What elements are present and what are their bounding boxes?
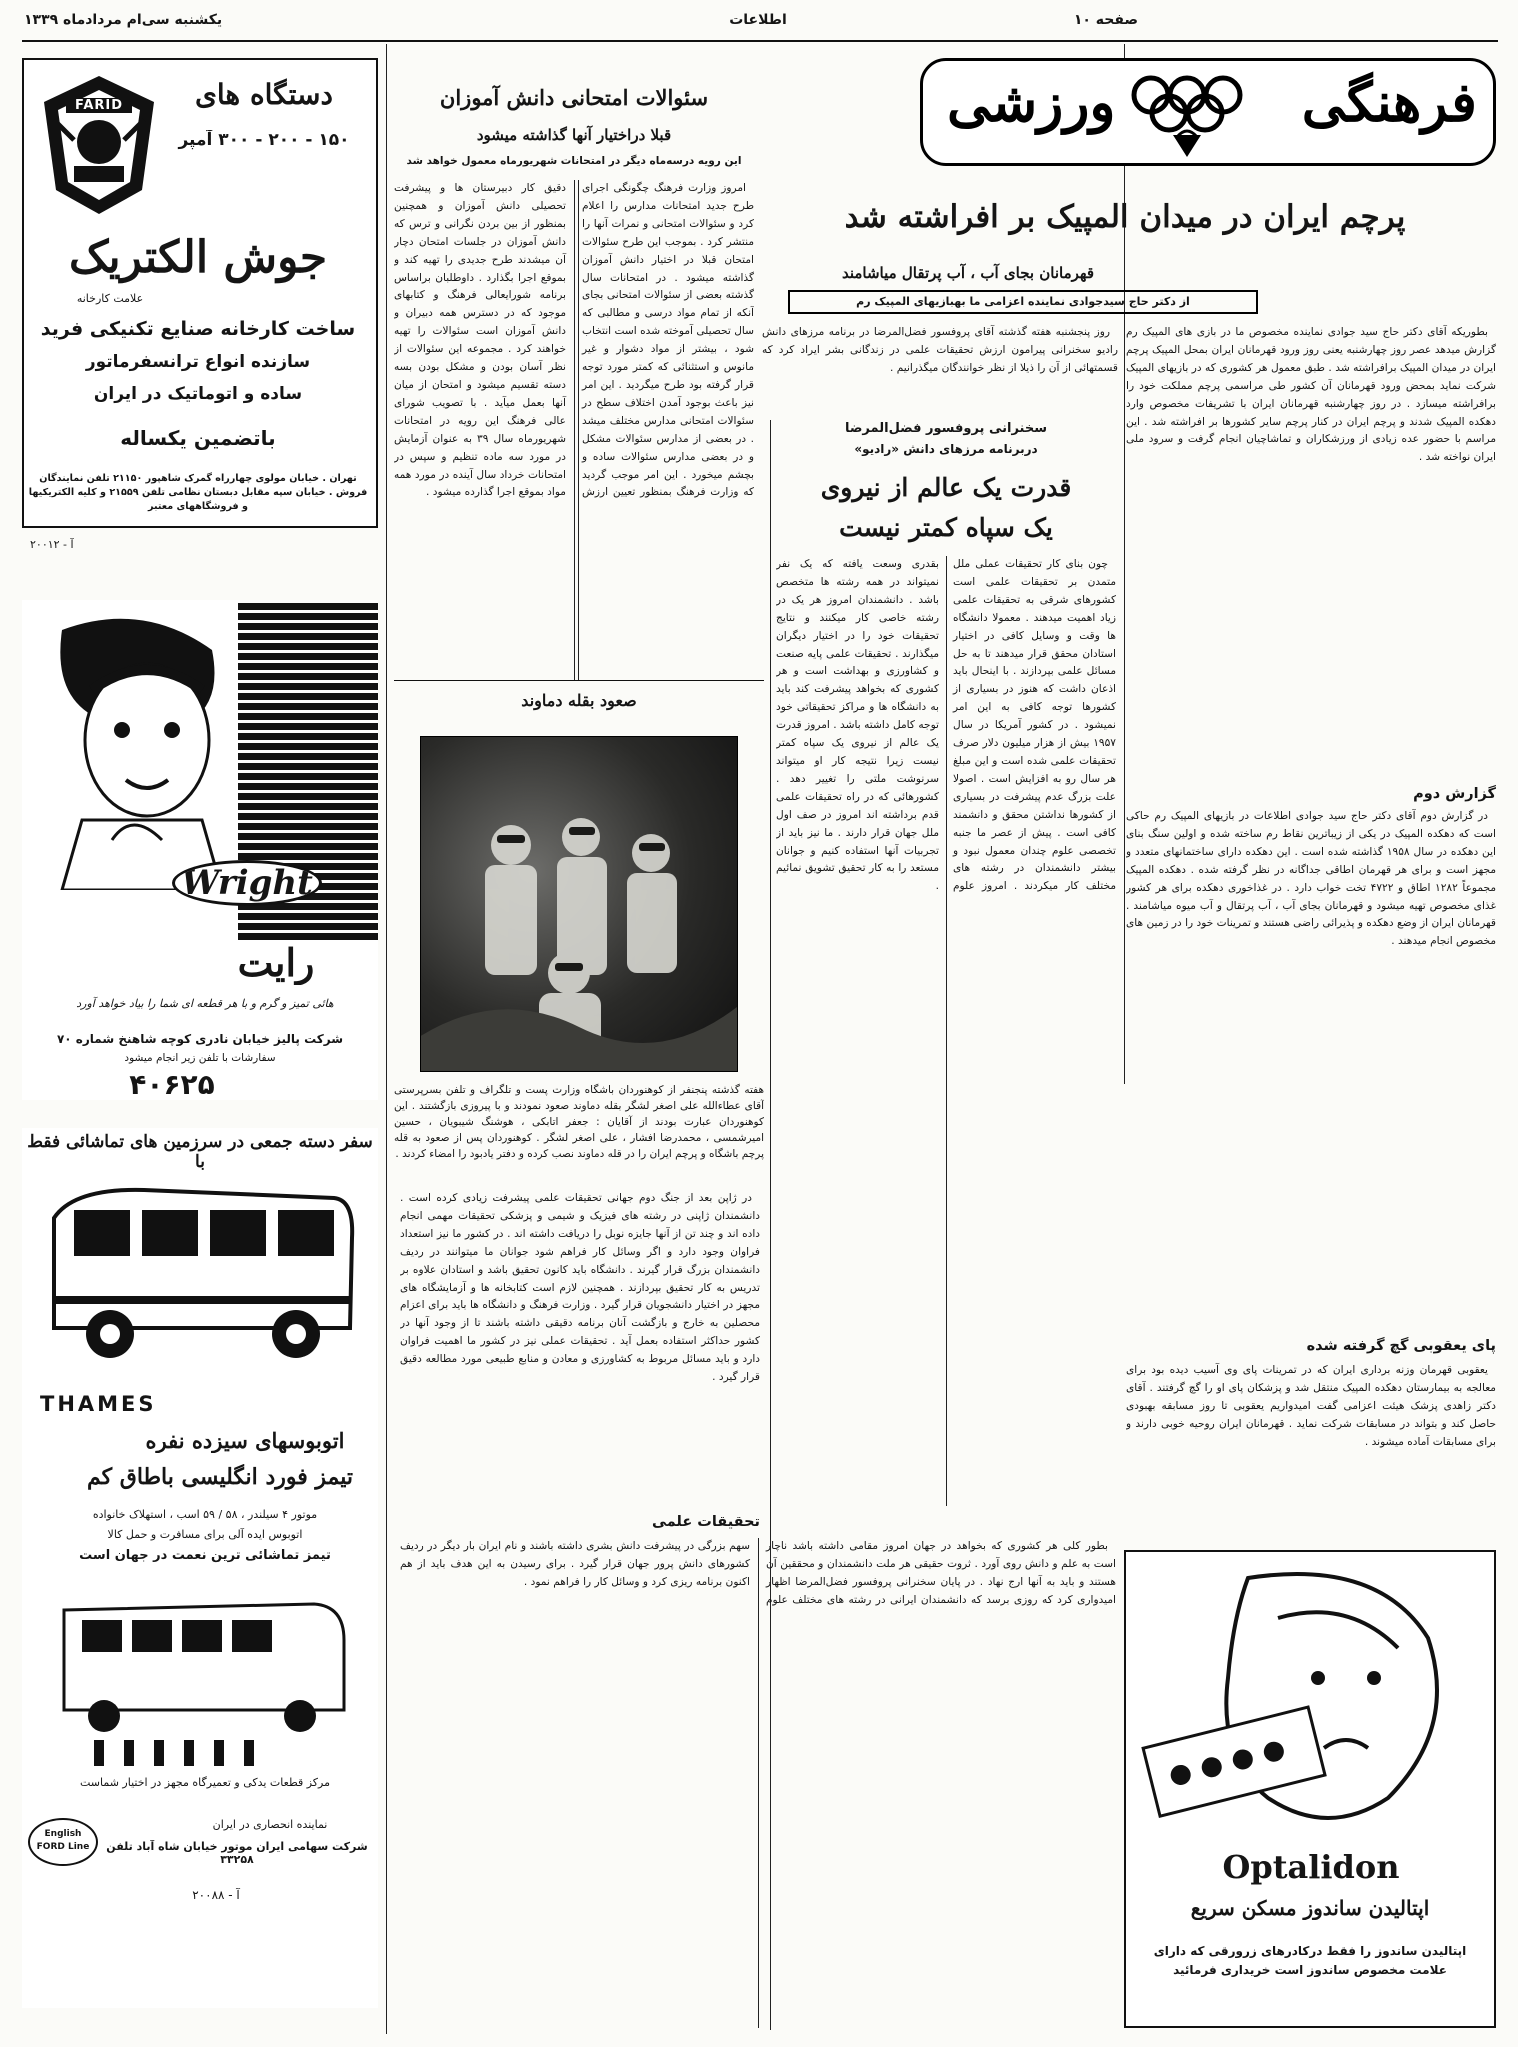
climbers-silhouette-icon — [420, 737, 737, 1072]
masthead-paper-name: اطلاعات — [729, 12, 787, 28]
masthead-rule — [22, 40, 1498, 42]
thames-brand: THAMES — [40, 1392, 157, 1416]
thames-headline: سفر دسته جمعی در سرزمین های تماشائی فقط با — [27, 1132, 373, 1172]
lecture-body — [776, 556, 1116, 1506]
farid-desc-3: ساده و اتوماتیک در ایران — [93, 384, 303, 404]
lecture-body-3-text: بطور کلی هر کشوری که بخواهد در جهان امروز مقامی داشته باشد ناچار است به علم و دانش روی آورد . ثروت حقیقی هر ملت دانشمندان و محققین آن هستند و باید به آنها ارج نهاد . در پایان سخنرانی پروفسور فضل‌المرضا اظهار امیدواری کرد که روزی برسد که دانشمندان ایرانی در رشته های مختلف علوم سهم بزرگی در پیشرفت دانش بشری داشته باشند و نام ایران بار دیگر در ردیف کشورهای دانش پرور جهان قرار گیرد . برای رسیدن به این هدف باید از هم اکنون برنامه ریزی کرد و وسائل کار را فراهم نمود . — [400, 1540, 1116, 1606]
lecture-body-text: چون بنای کار تحقیقات عملی ملل متمدن بر تحقیقات علمی است کشورهای شرقی به تحقیقات علمی زیاد اهمیت میدهند . معمولا دانشگاه ها وقت و وسایل کافی در اختیار استادان محقق قرار میدهند تا به حل مسائل علمی بپردازند . با اینحال باید اذعان داشت که هنوز در بسیاری از کشورها توجه کافی به این امر نمیشود . در کشور آمریکا در سال ۱۹۵۷ بیش از هزار میلیون دلار صرف تحقیقات علمی شده است و این مبلغ هر سال رو به افزایش است . اصولا علت بزرگ عدم پیشرفت در بسیاری از کشورها نداشتن محقق و دانشمند کافی است . پیش از عصر ما جنبه تخصصی علوم چندان معمول نبود و بیشتر دانشمندان در رشته های مختلف کار میکردند . امروز علوم بقدری وسعت یافته که یک نفر نمیتواند در همه رشته ها متخصص باشد . دانشمندان امروز هر یک در رشته خاصی کار میکنند و نتایج تحقیقات خود را در اختیار دیگران میگذارند . تحقیقات علمی پایه صنعت و کشاورزی و بهداشت است و هر کشوری که بخواهد پیشرفت کند باید به دانشگاه ها و مراکز تحقیقاتی خود توجه کامل داشته باشد . امروز قدرت یک عالم از نیروی یک سپاه کمتر نیست زیرا نتیجه کار او میتواند سرنوشت ملتی را تغییر دهد . کشورهائی که در راه تحقیقات علمی قدم برداشته اند امروز در صف اول ملل جهان قرار دارند . ما نیز باید از تجربیات آنها استفاده کنیم و جوانان مستعد را به کار تحقیق تشویق نمائیم . — [776, 558, 1116, 893]
farid-mark: علامت کارخانه — [76, 292, 144, 305]
thames-dealer: نماینده انحصاری در ایران — [212, 1818, 328, 1831]
lead-subhead: قهرمانان بجای آب ، آب پرتقال میاشامند — [841, 264, 1095, 282]
lead-section-title-3: پای یعقوبی گچ گرفته شده — [1306, 1338, 1496, 1354]
thames-bus-front-icon — [34, 1580, 364, 1770]
optalidon-footer: اپتالیدن ساندوز را فقط درکادرهای زرورقی که دارای علامت مخصوص ساندوز است خریداری فرمائید — [1153, 1944, 1467, 1977]
lecture-body-3 — [400, 1538, 1116, 2028]
masthead-page-number: صفحه ۱۰ — [1073, 12, 1138, 28]
damavand-caption: هفته گذشته پنجنفر از کوهنوردان باشگاه وزارت پست و تلگراف و تلفن بسرپرستی آقای عطاءالله علی اصغر لشگر بقله دماوند صعود نمودند و با پیروزی بازگشتند . این کوهنوردان عبارت بودند از آقایان : جعفر اتابکی ، هوشنگ شیبویان ، حسین امیرشمسی ، محمدرضا افشار ، علی اصغر لشگر . کوهنوردان پس از صعود به قله پرچم باشگاه و پرچم ایران را در قله دماوند نصب کرده و دفتر یادبود را امضاء کردند . — [394, 1084, 764, 1160]
farid-brand: FARID — [66, 98, 132, 113]
lead-intro-text: روز پنجشنبه هفته گذشته آقای پروفسور فضل‌المرضا در برنامه مرزهای دانش رادیو سخنرانی پیرامون ارزش تحقیقات علمی در زندگانی بشر ایراد کرد که قسمتهائی از آن را ذیلا از نظر خوانندگان میگذرانیم . — [762, 326, 1118, 374]
lead-body-text: بطوریکه آقای دکتر حاج سید جوادی نماینده مخصوص ما در بازی های المپیک رم گزارش میدهد عصر روز چهارشنبه یعنی روز ورود قهرمانان ایران بمحل المپیک پرچم ایران در میدان المپیک برافراشته شد . طبق معمول هر کشوری که در بازیهای المپیک شرکت نماید بمحض ورود قهرمانان آن کشور طی مراسمی پرچم مملکت خود را برافراشته میسازد . در روز چهارشنبه قهرمانان ایران با تشریفات مخصوص وارد دهکده المپیک شدند و پرچم ایران در کنار پرچم سایر کشورها بر افراشته شد . این مراسم با حضور عده زیادی از ورزشکاران و تماشاچیان انجام گرفت و سرود ملی ایران نواخته شد . — [1126, 326, 1496, 464]
lead-body-column-2 — [762, 324, 1118, 412]
lecture-headline-line-1: قدرت یک عالم از نیروی — [820, 473, 1072, 502]
lecture-section-title: تحقیقات علمی — [652, 1514, 760, 1530]
farid-desc-1: ساخت کارخانه صنایع تکنیکی فرید — [40, 318, 356, 340]
masthead-date: یکشنبه سی‌ام مردادماه ۱۳۳۹ — [24, 12, 223, 28]
lecture-kicker-2: دربرنامه مرزهای دانش «رادیو» — [854, 442, 1038, 456]
thames-spec: موتور ۴ سیلندر ، ۵۸ / ۵۹ اسب ، استهلاک خانواده — [92, 1508, 318, 1521]
wright-phone: ۴۰۶۲۵ — [129, 1070, 215, 1100]
exam-body-text: امروز وزارت فرهنگ چگونگی اجرای طرح جدید امتحانات مدارس را اعلام کرد و سئوالات امتحانی و نمرات آنها را منتشر کرد . بموجب این طرح سئوالات امتحان قبلا در اختیار دانش آموزان گذاشته میشود . در امتحانات سال گذشته بعضی از سئوالات امتحانی بجای آنکه از تمام مواد درسی و مطالبی که سال تحصیلی آموخته شده است انتخاب شود ، بیشتر از مواد دشوار و غیر مانوس و استثنائی که کمتر مورد توجه قرار گرفته بود طرح میگردید . این امر نیز باعث بوجود آمدن اختلاف سطح در سئوالات امتحانی مدارس مختلف میشد . در بعضی از مدارس سئوالات مشکل و در بعضی مدارس سئوالات ساده و بچشم میخورد . این امر موجب گردید که وزارت فرهنگ بمنظور تعیین ارزش دقیق کار دبیرستان ها و پیشرفت تحصیلی دانش آموزان و همچنین بمنظور از بین بردن نگرانی و ترس که دانش آموزان در جلسات امتحان دچار آن میشدند طرح جدیدی را تهیه کند و بموقع اجرا بگذارد . داوطلبان براساس برنامه شورایعالی فرهنگ و کتابهای موجود که در دسترس همه دبیران و دانش آموزان است سئوالات را تهیه خواهند کرد . مجموعه این سئوالات از نظر آسان بودن و مشکل بودن بسه دسته تقسیم میشود و امتحان از میان آنها بعمل میآید . با تصویب شورای عالی فرهنگ این رویه در امتحانات شهریورماه سال ۳۹ به عنوان آزمایش در مورد سه ماده تنظیم و سپس در امتحانات خرداد سال آینده در مورد همه مواد بموقع اجرا گذارده میشود . — [394, 182, 754, 499]
damavand-headline: صعود بقله دماوند — [521, 691, 637, 710]
thames-bus-icon — [34, 1178, 364, 1378]
banner-word-sports: ورزشی — [947, 70, 1116, 134]
column-rule — [386, 44, 387, 2034]
thames-line-2: اتوبوس ایده آلی برای مسافرت و حمل کالا — [107, 1528, 303, 1541]
olympic-rings-icon — [1117, 65, 1257, 161]
farid-line-2: ۱۵۰ - ۲۰۰ - ۳۰۰ آمپر — [178, 130, 350, 150]
optalidon-title: اپتالیدن ساندوز مسکن سریع — [1190, 1896, 1430, 1920]
lead-body-3 — [1126, 1362, 1496, 1542]
wright-brand: Wright — [172, 860, 322, 906]
ad-farid-welding — [22, 58, 378, 528]
farid-ad-code: آ - ۲۰۰۱۲ — [30, 538, 74, 551]
lead-section-title-2: گزارش دوم — [1413, 786, 1496, 802]
exam-deck: این رویه درسه‌ماه دیگر در امتحانات شهریورماه معمول خواهد شد — [406, 155, 742, 167]
damavand-climbers-photo — [420, 736, 738, 1072]
thames-sub: تیمز فورد انگلیسی باطاق کم — [86, 1464, 354, 1490]
thames-company: شرکت سهامی ایران موتور خیابان شاه آباد تلفن ۳۳۲۵۸ — [106, 1840, 368, 1866]
lead-body — [1126, 324, 1496, 779]
farid-title: جوش الکتریک — [68, 232, 328, 283]
banner-word-culture: فرهنگی — [1301, 70, 1477, 134]
exam-body — [394, 180, 754, 680]
farid-line-1: دستگاه های — [194, 78, 333, 111]
lecture-body-2-text: در ژاپن بعد از جنگ دوم جهانی تحقیقات علمی پیشرفت زیادی کرده است . دانشمندان ژاپنی در رشته های فیزیک و شیمی و پزشکی تحقیقات مهمی انجام داده اند و چند تن از آنها جایزه نوبل را دریافت داشته اند . در کشور ما نیز استعداد فراوان وجود دارد و اگر وسائل کار فراهم شود جوانان ما میتوانند در ردیف دانشمندان بزرگ قرار گیرند . دانشگاه باید کانون تحقیق باشد و استادان علاوه بر تدریس به کار تحقیق بپردازند . همچنین لازم است کتابخانه ها و آزمایشگاه های مجهز در اختیار دانشجویان قرار گیرد . وزارت فرهنگ و دانشگاه ها باید برای اعزام محصلین به خارج و بازگشت آنان برنامه دقیقی داشته باشند تا از وجود آنها در کشور حداکثر استفاده بعمل آید . تحقیقات عملی نیز در کشور ما اهمیت فراوان دارد و باید مسائل مربوط به کشاورزی و معادن و منابع طبیعی مورد مطالعه دقیق قرار گیرد . — [400, 1192, 760, 1384]
damavand-top-rule — [394, 680, 764, 681]
lecture-body-2 — [400, 1190, 760, 1505]
exam-subhead: قبلا دراختیار آنها گذاشته میشود — [476, 126, 672, 144]
thames-line-3: تیمز تماشائی ترین نعمت در جهان است — [79, 1548, 331, 1563]
ad-optalidon — [1124, 1550, 1496, 2028]
wright-note: سفارشات با تلفن زیر انجام میشود — [124, 1052, 276, 1064]
thames-line-4: مرکز قطعات یدکی و تعمیرگاه مجهز در اختیار شماست — [79, 1776, 330, 1789]
optalidon-brand: Optalidon — [1222, 1848, 1400, 1886]
thames-title: اتوبوسهای سیزده نفره — [145, 1428, 345, 1453]
optalidon-face-icon — [1128, 1558, 1496, 1838]
ad-thames — [22, 1128, 378, 2008]
lecture-kicker: سخنرانی پروفسور فضل‌المرضا — [844, 421, 1048, 436]
lecture-headline-line-2: یک سپاه کمتر نیست — [839, 513, 1053, 542]
woman-illustration-icon — [22, 610, 272, 890]
farid-desc-2: سازنده انواع ترانسفرماتور — [85, 352, 311, 372]
lead-body-2 — [1126, 808, 1496, 1328]
lead-body-2-text: در گزارش دوم آقای دکتر حاج سید جوادی اطلاعات در بازیهای المپیک رم حاکی است که دهکده المپیک در یکی از زیباترین نقاط رم ساخته شده و اولین سنگ بنای این دهکده در سال ۱۹۵۸ گذاشته شده است . این دهکده دارای ساختمانهای متعدد و مجهز است و برای هر قهرمان اطاقی جداگانه در نظر گرفته شده . دهکده المپیک مجموعاً ۱۲۸۲ اطاق و ۴۷۲۲ تخت خواب دارد . در غذاخوری دهکده برای هر کشور غذای مخصوص تهیه میشود و قهرمانان بجای آب ، آب پرتقال و آب میوه میاشامند . قهرمانان ایران از وضع دهکده و پذیرائی راضی هستند و تمرینات خود را در زمین های مخصوص انجام میدهند . — [1126, 810, 1496, 948]
wright-slogan: هائی تمیز و گرم و با هر قطعه ای شما را بیاد خواهد آورد — [76, 997, 334, 1010]
wright-title: رایت — [237, 940, 315, 985]
wright-company: شرکت پالیز خیابان نادری کوچه شاهنخ شماره ۷۰ — [56, 1032, 344, 1046]
exam-headline: سئوالات امتحانی دانش آموزان — [439, 85, 709, 110]
farid-warranty: باتضمین یکساله — [120, 426, 276, 450]
lead-body-3-text: یعقوبی قهرمان وزنه برداری ایران که در تمرینات پای وی آسیب دیده بود برای معالجه به بیمارستان دهکده المپیک منتقل شد و پزشکان پای او را گچ گرفتند . آقای دکتر زاهدی پزشک هیئت اعزامی گفت امیدواریم یعقوبی تا روز مسابقه بهبودی حاصل کند و بتواند در مسابقات شرکت نماید . قهرمانان ایران روحیه خوبی دارند و برای مسابقات آماده میشوند . — [1126, 1364, 1496, 1448]
ad-wright — [22, 600, 378, 1100]
lead-headline: پرچم ایران در میدان المپیک بر افراشته شد — [844, 199, 1406, 235]
thames-ford-logo: English FORD Line — [28, 1818, 98, 1866]
farid-logo-icon — [34, 70, 164, 220]
sports-culture-banner — [920, 58, 1496, 166]
thames-ad-code: آ - ۲۰۰۸۸ — [192, 1888, 240, 1902]
farid-address: تهران . خیابان مولوی چهارراه گمرک شاهپور ۲۱۱۵۰ تلفن نمایندگان فروش . خیابان سپه مقابل دبستان نظامی تلفن ۲۱۵۵۹ و کلیه الکتریکیها و فروشگاههای معتبر — [28, 473, 368, 512]
lead-dispatch-line: از دکتر حاج سیدجوادی نماینده اعزامی ما بهبازیهای المپیک رم — [788, 290, 1258, 314]
